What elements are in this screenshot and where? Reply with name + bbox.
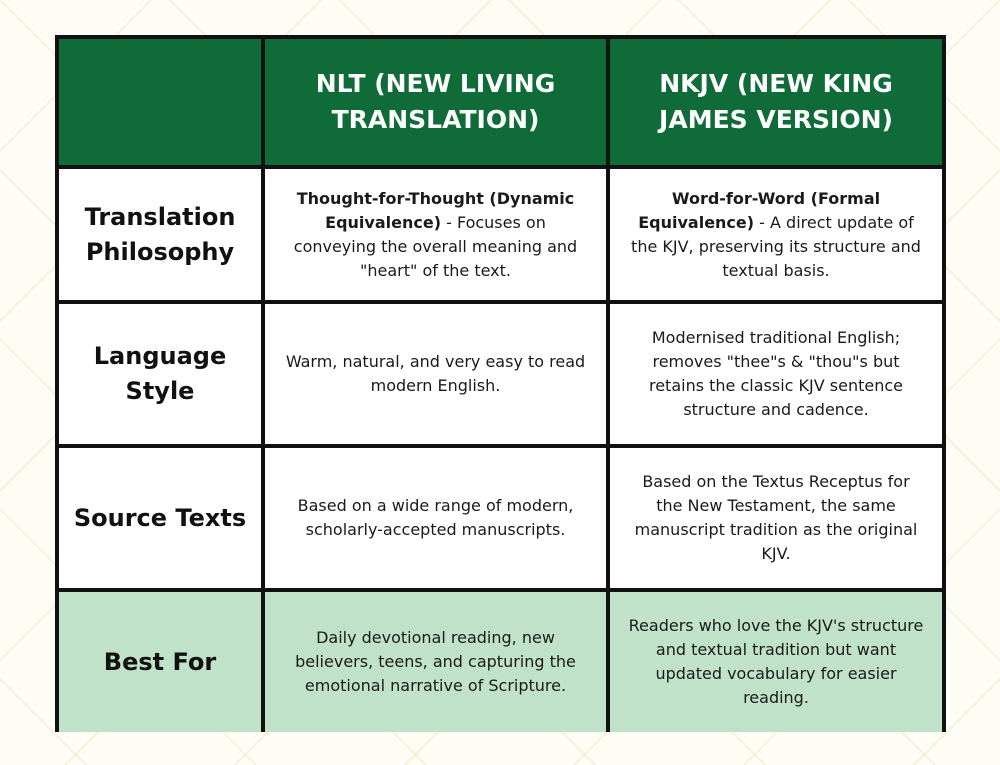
header-nkjv xyxy=(610,39,942,165)
cell-source-nlt xyxy=(265,448,606,588)
philosophy-nlt-rest: - Focuses on conveying the overall meaning and "heart" of the text. xyxy=(293,212,578,280)
cell-language-nkjv xyxy=(610,304,942,444)
header-corner-cell xyxy=(59,39,261,165)
cell-language-nkjv-text: Modernised traditional English; removes "thee"s & "thou"s but retains the classic KJV sentence structure and cadence. xyxy=(648,328,903,419)
cell-best-nkjv-text: Readers who love the KJV's structure and textual tradition but want updated vocabulary for easier reading. xyxy=(628,616,924,707)
cell-best-nlt xyxy=(265,592,606,732)
cell-source-nkjv xyxy=(610,448,942,588)
header-nkjv-label: NKJV (NEW KING JAMES VERSION) xyxy=(659,69,893,134)
cell-best-nlt-text: Daily devotional reading, new believers, teens, and capturing the emotional narrative of Scripture. xyxy=(295,628,576,695)
cell-source-nlt-text: Based on a wide range of modern, scholarly-accepted manuscripts. xyxy=(297,496,574,539)
cell-source-nkjv-text: Based on the Textus Receptus for the New Testament, the same manuscript tradition as the original KJV. xyxy=(634,472,918,563)
row-label-language-text: Language Style xyxy=(93,342,227,405)
header-nlt xyxy=(265,39,606,165)
cell-philosophy-nlt-text xyxy=(283,187,588,283)
row-label-source xyxy=(59,448,261,588)
cell-language-nlt xyxy=(265,304,606,444)
row-label-philosophy xyxy=(59,169,261,300)
philosophy-nkjv-rest: - A direct update of the KJV, preserving its structure and textual basis. xyxy=(631,212,921,280)
row-label-philosophy-text: Translation Philosophy xyxy=(84,202,236,266)
cell-philosophy-nkjv-text xyxy=(628,187,924,283)
row-label-language xyxy=(59,304,261,444)
row-label-best xyxy=(59,592,261,732)
philosophy-nkjv-strong: Word-for-Word (Formal Equivalence) xyxy=(638,188,881,232)
cell-language-nlt-text: Warm, natural, and very easy to read modern English. xyxy=(285,352,586,395)
row-label-source-text: Source Texts xyxy=(73,503,247,532)
philosophy-nlt-strong: Thought-for-Thought (Dynamic Equivalence) xyxy=(296,188,575,232)
row-label-best-text: Best For xyxy=(103,647,217,676)
comparison-grid xyxy=(59,39,942,728)
header-nlt-label: NLT (NEW LIVING TRANSLATION) xyxy=(315,69,556,134)
comparison-table xyxy=(55,35,946,732)
cell-philosophy-nlt xyxy=(265,169,606,300)
cell-philosophy-nkjv xyxy=(610,169,942,300)
cell-best-nkjv xyxy=(610,592,942,732)
